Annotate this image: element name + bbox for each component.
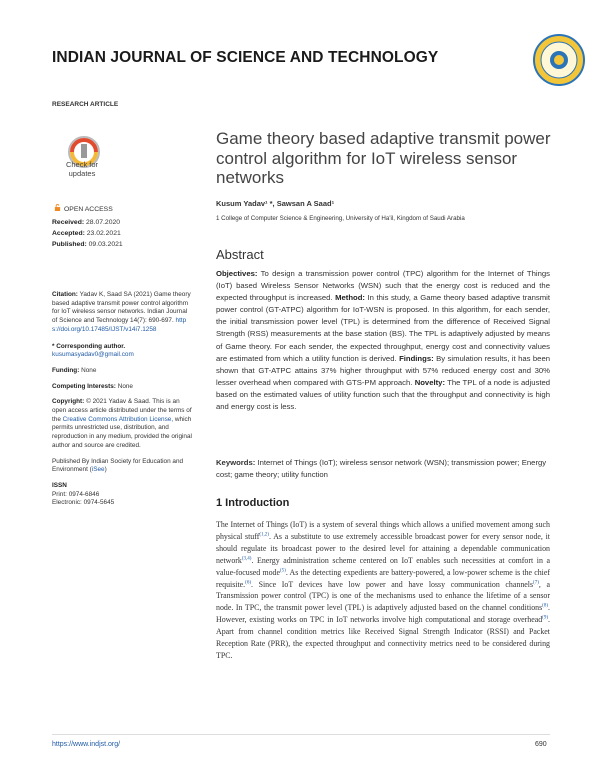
corresponding-label: Corresponding author.: [56, 342, 126, 350]
corresponding: * Corresponding author. kusumasyadav0@gmail.com: [52, 342, 134, 359]
published-label: Published:: [52, 241, 87, 248]
page-number: 690: [535, 741, 547, 748]
check-for-updates-label[interactable]: [52, 160, 112, 178]
citation-doi-link[interactable]: https://doi.org/10.17485/IJST/v14i7.1258: [52, 317, 187, 333]
received-date: 28.07.2020: [86, 219, 121, 226]
journal-title: INDIAN JOURNAL OF SCIENCE AND TECHNOLOGY: [52, 49, 439, 66]
email-link[interactable]: kusumasyadav0@gmail.com: [52, 351, 134, 359]
copyright-text-1: © 2021 Yadav & Saad. This is an open access article distributed under the terms of the: [52, 398, 192, 423]
check-line1: Check for: [65, 160, 99, 169]
publisher-text-2: ): [104, 466, 107, 474]
introduction-heading: 1 Introduction: [216, 497, 290, 509]
received-row: [52, 217, 192, 228]
intro-text: . However, existing works on TPC in IoT networks involve high computational and storage overhead: [216, 603, 550, 625]
abstract-body: [216, 268, 550, 413]
accepted-date: 23.02.2021: [86, 230, 121, 237]
article-type-label: RESEARCH ARTICLE: [52, 101, 119, 108]
check-line2: updates: [68, 169, 96, 178]
citation-label: Citation:: [52, 291, 78, 298]
keywords-label: Keywords:: [216, 458, 256, 467]
accepted-row: [52, 228, 192, 239]
open-lock-icon: [54, 204, 61, 211]
competing-label: Competing Interests:: [52, 382, 116, 390]
intro-text: . Energy administration scheme centered on IoT enables such necessities at comfort in a value-focused mode: [216, 555, 550, 577]
introduction-body: [216, 519, 550, 662]
ref-link[interactable]: (3,4): [241, 556, 252, 562]
received-label: Received:: [52, 219, 85, 226]
competing-value: None: [117, 382, 133, 390]
citation-text: Yadav K, Saad SA (2021) Game theory based adaptive transmit power control algorithm for IoT wireless sensor networks. Indian Journal of Science and Technology 14(7): 690-697.: [52, 291, 191, 325]
dates-block: [52, 217, 192, 250]
ref-link[interactable]: (8): [542, 603, 549, 609]
novelty-label: Novelty:: [414, 377, 446, 387]
license-link[interactable]: Creative Commons Attribution License,: [62, 415, 174, 423]
publisher-text-1: Published By Indian Society for Education and Environment (: [52, 457, 184, 474]
issn-label: ISSN: [52, 481, 67, 489]
intro-text: , a Transmission power control (TPC) is one of the mechanisms used to enhance the lifetime of a sensor node. In TPC, the transmit power level (TPL) is adaptively adjusted based on the channel conditions: [216, 579, 550, 613]
intro-text: . As the detecting expedients are battery-powered, a low-power scheme is the chief requisite.: [216, 567, 550, 589]
ref-link[interactable]: (5): [279, 568, 286, 573]
intro-text: . As a substitute to use extremely accessible broadcast power for every sensor node, it should regulate its broadcast power to the desired level for attaining a dependable communication network: [216, 531, 550, 565]
funding-value: None: [81, 366, 97, 374]
novelty-text: The TPL of a node is adjusted based on the estimated values of utility function such that the throughput and connectivity is high and energy cost is less.: [216, 377, 551, 412]
method-label: Method:: [335, 293, 365, 303]
copyright-text-2: which permits unrestricted use, distribution, and reproduction in any medium, provided the original author and source are credited.: [52, 415, 192, 449]
copyright: [52, 398, 192, 450]
keywords: [216, 457, 550, 481]
ref-link[interactable]: (6): [245, 579, 251, 585]
copyright-label: Copyright:: [52, 398, 85, 406]
intro-text: . Apart from channel condition metrics like Received Signal Strength Indicator (RSSI) and Packet Reception Rate (PRR), the expected throughput and connectivity metrics need to be considered during TPC.: [216, 615, 550, 660]
footer-divider: [52, 734, 550, 735]
published-row: [52, 239, 192, 250]
isee-link[interactable]: iSee: [91, 466, 105, 474]
ref-link[interactable]: (9): [542, 615, 549, 621]
keywords-text: Internet of Things (IoT); wireless sensor network (WSN); transmission power; Energy cost; game theory; utility function: [216, 458, 547, 479]
intro-text: The Internet of Things (IoT) is a system of several things which allows a unified movement among such physical stuff: [216, 520, 550, 541]
sidebar-metadata: [52, 291, 192, 508]
publisher: [52, 458, 192, 475]
intro-text: . Since IoT devices have low power and have lossy communication channels: [251, 579, 534, 589]
ref-link[interactable]: (1,2): [259, 532, 269, 538]
issn-print: Print: 0974-6846: [52, 490, 100, 498]
funding: [52, 367, 192, 376]
objectives-text: To design a transmission power control (TPC) algorithm for the Internet of Things (IoT) based Wireless Sensor Networks (WSN) such that the energy cost is reduced and the expected throughput is increased.: [216, 269, 551, 303]
published-date: 09.03.2021: [88, 241, 123, 248]
journal-seal-logo: [532, 33, 586, 87]
affiliation: 1 College of Computer Science & Engineering, University of Ha'il, Kingdom of Saudi Arabia: [216, 215, 465, 222]
funding-label: Funding:: [52, 366, 80, 374]
issn-electronic: Electronic: 0974-5645: [52, 499, 115, 507]
issn: [52, 482, 192, 508]
citation: [52, 291, 192, 335]
findings-label: Findings:: [399, 353, 434, 363]
findings-text: By simulation results, it has been shown that GT-ATPC attains 37% higher throughput with 57% reduced energy cost and 30% lesser overhead when compared with GTS-PM approach.: [216, 353, 551, 387]
accepted-label: Accepted:: [52, 230, 85, 237]
abstract-heading: Abstract: [216, 247, 264, 262]
objectives-label: Objectives:: [216, 269, 258, 278]
paper-title: Game theory based adaptive transmit power control algorithm for IoT wireless sensor networks: [216, 129, 551, 187]
footer-url-link[interactable]: https://www.indjst.org/: [52, 741, 121, 748]
method-text: In this study, a Game theory based adaptive transmit power control (GT-ATPC) algorithm for IoT-WSN is proposed. In this algorithm, for each sender, the initial transmission power level (TPL) is determined from the difference of Received Signal Strength (RSS) measurements at the base station (BS). The TPL is adaptively adjusted by means of Game theory. For each sender, the expected throughput, energy cost and connectivity values are estimated from which a utility function is derived.: [216, 293, 550, 363]
open-access-label: [54, 204, 113, 213]
ref-link[interactable]: (7): [533, 579, 539, 585]
authors: Kusum Yadav¹ *, Sawsan A Saad¹: [216, 199, 335, 208]
competing-interests: [52, 383, 192, 392]
open-access-text: OPEN ACCESS: [64, 206, 113, 213]
